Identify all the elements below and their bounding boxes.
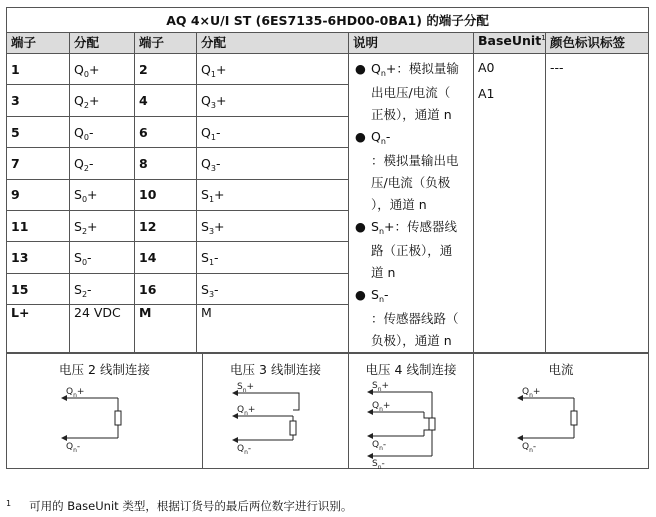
wire-signal-symbol: S (236, 382, 243, 392)
wiring-cell (349, 354, 474, 469)
assignment-polarity: + (88, 61, 100, 77)
wiring-title: 电压 4 线制连接 (365, 362, 457, 377)
wire-signal-polarity: + (246, 382, 254, 392)
description-line: 负极），通道 n (371, 333, 452, 348)
assignment-symbol: Q (74, 93, 84, 109)
terminal-assignment (197, 148, 349, 179)
wiring-title: 电流 (548, 362, 574, 377)
assignment-channel: 3 (210, 163, 216, 173)
wire-signal-symbol: Q (522, 442, 530, 452)
terminal-number: 10 (135, 179, 197, 210)
assignment-symbol: Q (74, 61, 84, 77)
wire-signal-channel: n (529, 447, 533, 454)
bullet-icon: ● (355, 129, 366, 144)
description-line: ：模拟量输出电 (371, 153, 459, 168)
assignment-polarity: - (215, 155, 221, 171)
terminal-number: L+ (7, 305, 70, 353)
wire-terminal-label (372, 381, 389, 393)
assignment-polarity: - (214, 281, 219, 297)
terminal-number: 16 (135, 273, 197, 304)
footnote-reference: 1 (541, 33, 546, 42)
assignment-channel: 1 (208, 195, 215, 205)
terminal-number: 3 (7, 85, 70, 116)
wire-signal-channel: n (377, 386, 382, 393)
description-line: 出电压/电流（ (371, 85, 451, 100)
wire-signal-symbol: S (372, 381, 378, 391)
terminal-number: 12 (135, 211, 197, 242)
assignment-polarity: - (88, 155, 94, 171)
description-line: 道 n (371, 265, 396, 280)
assignment-symbol: S (74, 187, 82, 203)
wire-signal-channel: n (72, 392, 77, 399)
signal-channel: n (378, 295, 385, 304)
wiring-diagram (231, 378, 321, 466)
assignment-channel: 2 (83, 101, 89, 111)
wire-signal-polarity: + (247, 405, 255, 415)
assignment-channel: 3 (208, 289, 215, 299)
wire-signal-polarity: + (381, 381, 390, 391)
wire-terminal-label (66, 387, 84, 399)
assignment-symbol: Q (201, 61, 211, 77)
wiring-cell (474, 354, 649, 469)
assignment-channel: 0 (81, 258, 88, 268)
color-label-cell (546, 54, 649, 353)
description-line (371, 126, 469, 150)
wire-signal-channel: n (379, 445, 383, 452)
wire-terminal-label (66, 442, 80, 454)
terminal-assignment (70, 179, 135, 210)
assignment-channel: 2 (81, 226, 88, 236)
terminal-assignment (70, 273, 135, 304)
description-line (371, 284, 469, 308)
description-item (355, 126, 469, 216)
assignment-symbol: S (201, 187, 209, 203)
arrow-head (367, 433, 373, 439)
assignment-polarity: + (87, 218, 98, 234)
description-line: ），通道 n (371, 197, 427, 212)
assignment-symbol: S (74, 281, 82, 297)
wire-signal-polarity: - (381, 459, 385, 469)
wire-signal-channel: n (242, 387, 247, 394)
assignment-polarity: + (87, 187, 98, 203)
wire-terminal-label (237, 444, 251, 456)
wire-line (289, 393, 299, 410)
assignment-symbol: 24 VDC (74, 305, 121, 321)
wire-terminal-label (372, 459, 385, 471)
resistor-symbol (115, 411, 121, 425)
wire-signal-channel: n (377, 464, 382, 471)
terminal-number: 6 (135, 116, 197, 147)
wire-signal-channel: n (529, 392, 533, 399)
terminal-assignment (70, 54, 135, 85)
description-line (371, 58, 469, 82)
description-line: ：传感器线路（ (371, 311, 459, 326)
header-row (7, 33, 649, 54)
wiring-cell (7, 354, 203, 469)
assignment-symbol: S (74, 218, 82, 234)
terminal-number: 1 (7, 54, 70, 85)
terminal-assignment-table (6, 7, 649, 353)
wiring-diagram-table (6, 353, 649, 469)
terminal-assignment (70, 116, 135, 147)
baseunit-type: A1 (478, 86, 495, 101)
signal-channel: n (380, 69, 386, 78)
assignment-polarity: + (215, 61, 227, 77)
assignment-symbol: S (201, 281, 209, 297)
wire-terminal-label (372, 440, 386, 452)
terminal-number: 13 (7, 242, 70, 273)
bullet-icon: ● (355, 287, 366, 302)
terminal-assignment (197, 242, 349, 273)
arrow-head (232, 437, 238, 443)
wire-line (424, 430, 432, 436)
terminal-assignment (197, 179, 349, 210)
assignment-polarity: - (215, 124, 221, 140)
assignment-symbol: S (74, 250, 82, 266)
assignment-symbol: Q (74, 124, 84, 140)
arrow-head (61, 435, 67, 441)
wire-terminal-label (522, 442, 536, 454)
description-item (355, 284, 469, 352)
baseunit-cell (474, 54, 546, 353)
terminal-number: 4 (135, 85, 197, 116)
terminal-number: 5 (7, 116, 70, 147)
description-line (371, 216, 469, 240)
footnote-text: 可用的 BaseUnit 类型，根据订货号的最后两位数字进行识别。 (29, 499, 353, 513)
assignment-channel: 3 (208, 226, 215, 236)
wire-signal-channel: n (243, 410, 248, 417)
signal-symbol: Q (371, 129, 381, 144)
header-assignment-2: 分配 (197, 33, 349, 54)
terminal-number: 15 (7, 273, 70, 304)
terminal-assignment (70, 242, 135, 273)
wire-signal-polarity: - (382, 440, 387, 450)
signal-symbol: Q (371, 61, 381, 76)
terminal-assignment (197, 85, 349, 116)
assignment-symbol: S (201, 218, 209, 234)
assignment-channel: 1 (208, 258, 215, 268)
description-text: ：传感器线 (394, 219, 458, 234)
signal-channel: n (378, 227, 385, 236)
terminal-assignment (70, 85, 135, 116)
terminal-number: 11 (7, 211, 70, 242)
bullet-icon: ● (355, 219, 366, 234)
signal-channel: n (380, 137, 386, 146)
description-cell (349, 54, 474, 353)
header-terminal-2: 端子 (135, 33, 197, 54)
wiring-diagram (60, 378, 150, 466)
terminal-number: 2 (135, 54, 197, 85)
terminal-assignment (197, 305, 349, 353)
terminal-assignment (70, 148, 135, 179)
header-color-label: 颜色标识标签 (546, 33, 649, 54)
assignment-channel: 0 (83, 69, 89, 79)
footnote-mark: 1 (6, 499, 12, 508)
table-row (7, 54, 649, 85)
wire-signal-polarity: - (532, 442, 537, 452)
terminal-number: 14 (135, 242, 197, 273)
wire-signal-symbol: Q (522, 387, 530, 397)
assignment-symbol: Q (201, 155, 211, 171)
assignment-channel: 0 (81, 195, 88, 205)
description-line: 路（正极），通 (371, 243, 453, 258)
assignment-polarity: + (214, 187, 225, 203)
resistor-symbol (290, 421, 296, 435)
wire-signal-polarity: + (76, 387, 84, 397)
terminal-assignment-sheet (6, 7, 648, 469)
terminal-assignment (197, 54, 349, 85)
assignment-channel: 1 (210, 69, 216, 79)
signal-polarity: + (385, 61, 397, 76)
color-label-value: --- (550, 60, 564, 75)
terminal-assignment (197, 116, 349, 147)
wiring-diagram (516, 378, 606, 466)
wire-line (424, 412, 432, 418)
description-line: 压/电流（负极 (371, 175, 451, 190)
terminal-assignment (70, 305, 135, 353)
assignment-polarity: + (214, 218, 225, 234)
wire-signal-polarity: - (247, 444, 251, 454)
wire-terminal-label (237, 405, 255, 417)
header-assignment-1: 分配 (70, 33, 135, 54)
assignment-channel: 2 (83, 163, 89, 173)
wiring-cell (203, 354, 349, 469)
wire-terminal-label (522, 387, 540, 399)
terminal-number: M (135, 305, 197, 353)
signal-symbol: S (371, 219, 379, 234)
wire-signal-symbol: Q (236, 405, 244, 415)
terminal-assignment (197, 211, 349, 242)
wire-signal-symbol: Q (372, 401, 380, 411)
baseunit-type: A0 (478, 60, 495, 75)
assignment-polarity: + (215, 93, 227, 109)
assignment-channel: 3 (210, 101, 216, 111)
terminal-number: 8 (135, 148, 197, 179)
table-title: AQ 4×U/I ST (6ES7135-6HD00-0BA1) 的端子分配 (7, 8, 649, 33)
assignment-channel: 0 (83, 132, 89, 142)
assignment-polarity: - (87, 250, 92, 266)
header-terminal-1: 端子 (7, 33, 70, 54)
assignment-channel: 2 (81, 289, 88, 299)
terminal-number: 9 (7, 179, 70, 210)
resistor-symbol (429, 418, 435, 430)
assignment-symbol: S (201, 250, 209, 266)
wire-terminal-label (237, 382, 254, 394)
description-text: ：模拟量输 (396, 61, 459, 76)
description-item (355, 58, 469, 126)
signal-polarity: - (385, 129, 391, 144)
resistor-symbol (571, 411, 577, 425)
wire-signal-polarity: + (382, 401, 391, 411)
wire-signal-symbol: Q (65, 387, 73, 397)
bullet-icon: ● (355, 61, 366, 76)
description-line: 正极），通道 n (371, 107, 452, 122)
arrow-head (517, 435, 523, 441)
description-item (355, 216, 469, 284)
signal-polarity: + (384, 219, 395, 234)
terminal-assignment (197, 273, 349, 304)
signal-symbol: S (371, 287, 379, 302)
header-description: 说明 (349, 33, 474, 54)
wire-signal-channel: n (379, 406, 383, 413)
signal-polarity: - (384, 287, 389, 302)
header-baseunit-label: BaseUnit (478, 33, 542, 48)
assignment-symbol: Q (201, 124, 211, 140)
wire-signal-symbol: Q (372, 440, 380, 450)
assignment-symbol: Q (201, 93, 211, 109)
wiring-title: 电压 3 线制连接 (230, 362, 321, 377)
footnote (6, 498, 352, 514)
assignment-channel: 1 (210, 132, 216, 142)
wire-signal-polarity: - (76, 442, 80, 452)
assignment-polarity: - (214, 250, 219, 266)
assignment-symbol: M (201, 305, 212, 321)
wire-terminal-label (372, 401, 390, 413)
header-baseunit (474, 33, 546, 54)
wire-signal-symbol: Q (236, 444, 244, 454)
wire-signal-symbol: Q (65, 442, 73, 452)
terminal-assignment (70, 211, 135, 242)
wiring-title: 电压 2 线制连接 (59, 362, 150, 377)
wiring-diagram (366, 378, 456, 471)
wire-signal-channel: n (243, 449, 248, 456)
assignment-polarity: - (88, 124, 94, 140)
assignment-polarity: + (88, 93, 100, 109)
assignment-symbol: Q (74, 155, 84, 171)
wire-signal-polarity: + (532, 387, 541, 397)
terminal-number: 7 (7, 148, 70, 179)
wire-signal-channel: n (72, 447, 77, 454)
assignment-polarity: - (87, 281, 92, 297)
wire-signal-symbol: S (372, 459, 378, 469)
